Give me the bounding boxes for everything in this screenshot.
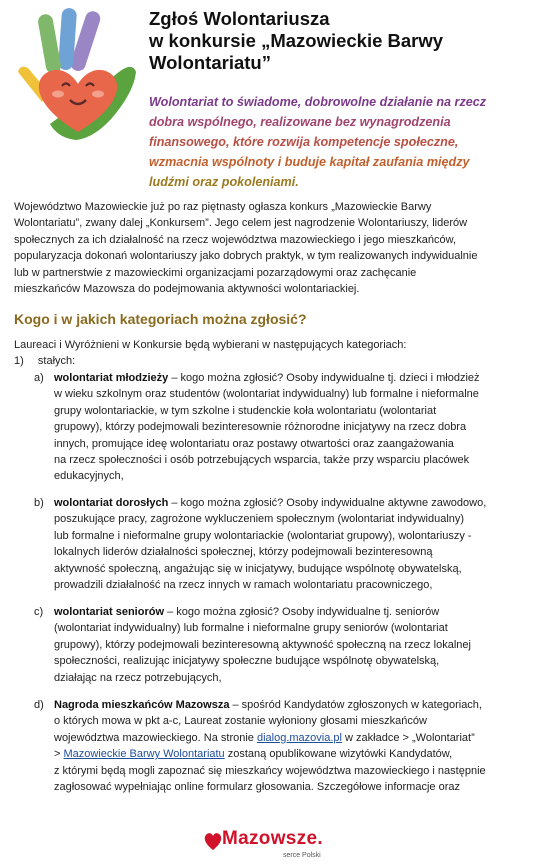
- title-line: Zgłoś Wolontariusza: [149, 8, 330, 29]
- lead-line: Laureaci i Wyróżnieni w Konkursie będą wybierani w następujących kategoriach:: [14, 339, 407, 351]
- categories-lead: [14, 337, 529, 370]
- intro-line: mieszkańców Mazowsza do podejmowania aktywności wolontariackiej.: [14, 283, 360, 296]
- item-line: na rzecz społeczności i osób potrzebujących wsparcia, także przy wsparciu placówek: [54, 454, 470, 467]
- item-term: Nagroda mieszkańców Mazowsza: [54, 699, 230, 711]
- item-line: innych, promujące ideę wolontariatu oraz postawy otwartości oraz zaangażowania: [54, 437, 454, 450]
- category-item-seniors: [34, 604, 524, 686]
- item-line: o których mowa w pkt a-c, Laureat zostanie wyłoniony głosami mieszkańców: [54, 715, 427, 728]
- intro-paragraph: [14, 199, 529, 297]
- item-text: w zakładce > „Wolontariat”: [341, 731, 475, 744]
- item-marker: a): [34, 372, 44, 384]
- item-line: społeczności, realizując inicjatywy społeczne budujące wspólnotę obywatelską,: [54, 655, 440, 668]
- item-text: >: [54, 748, 64, 761]
- intro-line: Wolontariatu”, zwany dalej „Konkursem”. Jego celem jest nagrodzenie Wolontariuszy, liderów: [14, 217, 468, 230]
- item-marker: b): [34, 497, 44, 509]
- intro-line: popularyzacja dokonań wolontariuszy jako dobrych praktyk, w tym realizowanych indywidualnie: [14, 250, 478, 263]
- list-label: stałych:: [37, 355, 76, 368]
- barwy-wolontariatu-link[interactable]: Mazowieckie Barwy Wolontariatu: [63, 748, 225, 761]
- intro-line: Województwo Mazowieckie już po raz piętnasty ogłasza konkurs „Mazowieckie Barwy: [14, 201, 432, 213]
- section-heading: Kogo i w jakich kategoriach można zgłosić?: [14, 311, 307, 327]
- item-line: lub formalne i nieformalne grupy wolontariackie (wolontariat grupowy), wolontariuszy -: [54, 529, 472, 542]
- item-line: [54, 746, 524, 762]
- item-line: aktywność społeczną, angażując się w inicjatywy, budujące wspólnotę obywatelską,: [54, 562, 462, 575]
- motto-line: wzmacnia wspólnoty i buduje kapitał zaufania między: [149, 155, 470, 169]
- mazowsze-tagline: serce Polski: [283, 852, 321, 859]
- item-line: z którymi będą mogli zapoznać się mieszkańcy województwa mazowieckiego i następnie: [54, 764, 486, 777]
- item-text: – spośród Kandydatów zgłoszonych w kategoriach,: [229, 699, 482, 711]
- motto-line: Wolontariat to świadome, dobrowolne działanie na rzecz: [149, 95, 487, 109]
- motto-line: ludźmi oraz pokoleniami.: [149, 175, 299, 189]
- item-line: prowadzili działalność na rzecz innych w ramach wolontariatu pracowniczego,: [54, 579, 433, 592]
- intro-line: lub w partnerstwie z mazowieckimi organizacjami pozarządowymi oraz zachęcanie: [14, 266, 417, 279]
- item-line: poszukujące pracy, zagrożone wykluczeniem społecznym (wolontariat indywidualny): [54, 513, 465, 526]
- item-line: działając na rzecz potrzebujących,: [54, 671, 222, 684]
- item-line: grupowy), którzy podejmowali bezinteresownie różnorodne inicjatywy na rzecz dobra: [54, 421, 467, 434]
- mazowsze-heart-icon: [202, 830, 224, 852]
- hand-heart-logo-icon: [14, 6, 142, 156]
- item-line: grupy wolontariackie, w tym szkolne i studenckie koła wolontariatu (wolontariat: [54, 404, 437, 417]
- motto-line: finansowego, które rozwija kompetencje społeczne,: [149, 135, 459, 149]
- item-line: zagłosować wypełniając online formularz głosowania. Szczegółowe informacje oraz: [54, 781, 460, 794]
- item-line: edukacyjnych,: [54, 470, 124, 483]
- title-line: w konkursie „Mazowieckie Barwy: [149, 30, 444, 51]
- item-text: zostaną opublikowane wizytówki Kandydatów,: [224, 748, 453, 761]
- page-title: [149, 8, 469, 74]
- category-item-youth: [34, 370, 524, 485]
- list-marker: 1): [14, 355, 24, 368]
- item-term: wolontariat dorosłych: [54, 497, 169, 509]
- item-marker: d): [34, 699, 44, 711]
- item-text: województwa mazowieckiego. Na stronie: [54, 731, 257, 744]
- list-heading: [14, 353, 529, 369]
- motto: [149, 92, 519, 192]
- item-marker: c): [34, 606, 44, 618]
- item-line: (wolontariat indywidualny) lub formalne i nieformalne grupy seniorów (wolontariat: [54, 622, 448, 635]
- dialog-link[interactable]: dialog.mazovia.pl: [256, 731, 342, 744]
- mazowsze-wordmark: Mazowsze.: [222, 828, 323, 849]
- item-text: – kogo można zgłosić? Osoby indywidualne aktywne zawodowo,: [168, 497, 487, 509]
- item-term: wolontariat seniorów: [54, 606, 165, 618]
- intro-line: społecznych za ich działalność na rzecz województwa mazowieckiego i jego mieszkańców,: [14, 233, 457, 246]
- item-text: – kogo można zgłosić? Osoby indywidualne tj. seniorów: [164, 606, 440, 618]
- item-line: lokalnych liderów działalności społecznej, którzy podejmowali bezinteresowną: [54, 546, 433, 559]
- item-line: [54, 730, 524, 746]
- category-item-residents-award: [34, 697, 524, 795]
- category-item-adults: [34, 495, 524, 593]
- item-line: grupowy), którzy podejmowali bezinteresowną aktywność społeczną na rzecz lokalnej: [54, 638, 471, 651]
- item-text: – kogo można zgłosić? Osoby indywidualne tj. dzieci i młodzież: [168, 372, 480, 384]
- item-line: w wieku szkolnym oraz studentów (wolontariat indywidualny) lub formalne i nieformalne: [54, 388, 479, 401]
- motto-line: dobra wspólnego, realizowane bez wynagrodzenia: [149, 115, 451, 129]
- title-line: Wolontariatu”: [149, 52, 271, 73]
- item-term: wolontariat młodzieży: [54, 372, 169, 384]
